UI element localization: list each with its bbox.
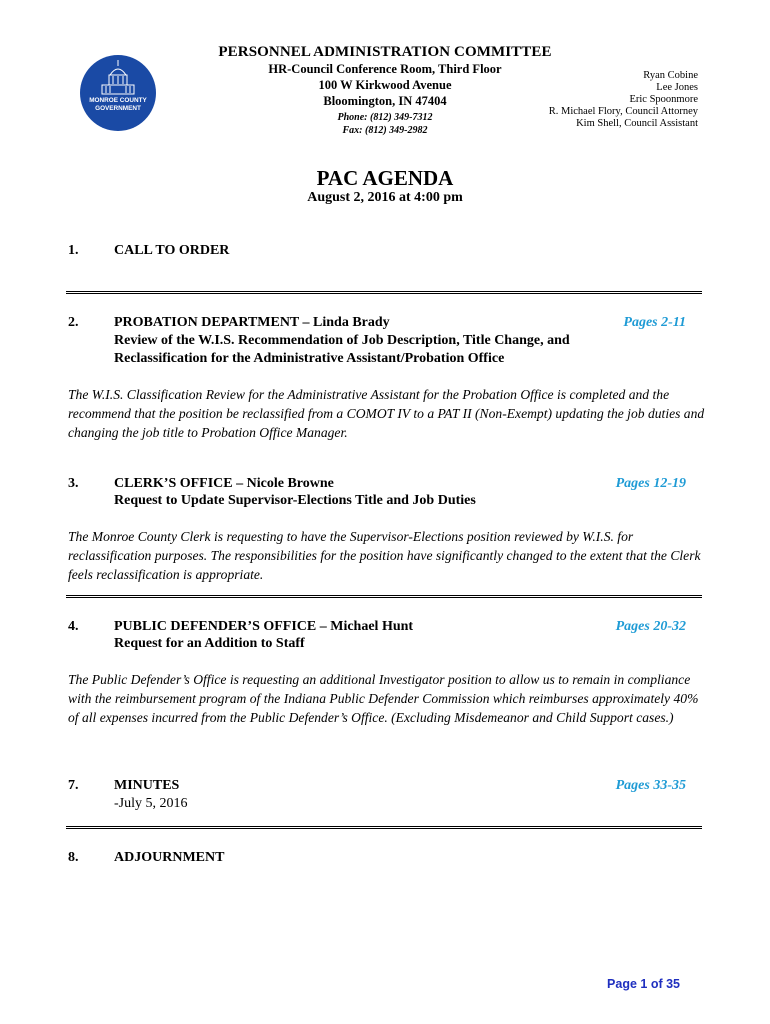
member-name: Lee Jones — [656, 82, 698, 93]
fax-number: Fax: (812) 349-2982 — [342, 125, 428, 136]
address-line-1: HR-Council Conference Room, Third Floor — [268, 62, 502, 76]
item-subheading-clerk: Request to Update Supervisor-Elections Title and Job Duties — [114, 493, 476, 508]
section-divider — [66, 826, 702, 829]
pages-link-public-defender[interactable]: Pages 20-32 — [615, 619, 686, 634]
member-name: Eric Spoonmore — [629, 94, 698, 105]
item-number: 4. — [68, 619, 79, 634]
item-heading-minutes: MINUTES — [114, 778, 180, 793]
page-number: Page 1 of 35 — [607, 977, 680, 991]
agenda-date: August 2, 2016 at 4:00 pm — [307, 190, 463, 205]
item-number: 1. — [68, 243, 79, 258]
item-description-public-defender: The Public Defender’s Office is requesting an additional Investigator position to allow us to remain in compliance with the reimbursement program of the Indiana Public Defender Commission which reimburses approximately 40% of all expenses incurred from the Public Defender’s Office. (Excluding Misdemeanor and Child Support cases.) — [68, 672, 699, 725]
logo-line-1: MONROE COUNTY — [89, 97, 147, 104]
item-description-probation: The W.I.S. Classification Review for the Administrative Assistant for the Probation Office is completed and the recommend that the position be reclassified from a COMOT IV to a PAT II (Non-Exempt) updating the job duties and changing the job title to Probation Office Manager. — [68, 387, 705, 440]
pages-link-probation[interactable]: Pages 2-11 — [623, 315, 686, 330]
section-divider — [66, 291, 702, 294]
item-heading-clerk: CLERK’S OFFICE – Nicole Browne — [114, 476, 334, 491]
address-line-2: 100 W Kirkwood Avenue — [318, 78, 452, 92]
item-number: 7. — [68, 778, 79, 793]
item-heading-call-to-order: CALL TO ORDER — [114, 243, 230, 258]
item-subheading-public-defender: Request for an Addition to Staff — [114, 636, 305, 651]
section-divider — [66, 595, 702, 598]
item-subheading-probation: Review of the W.I.S. Recommendation of Job Description, Title Change, and Reclassification for the Administrative Assistant/Probation Office — [114, 333, 570, 366]
pages-link-minutes[interactable]: Pages 33-35 — [615, 778, 686, 793]
agenda-title: PAC AGENDA — [316, 166, 454, 190]
pages-link-clerk[interactable]: Pages 12-19 — [615, 476, 686, 491]
member-name: R. Michael Flory, Council Attorney — [548, 106, 698, 117]
phone-number: Phone: (812) 349-7312 — [337, 112, 433, 123]
item-heading-adjournment: ADJOURNMENT — [114, 850, 225, 865]
item-detail-minutes: -July 5, 2016 — [114, 796, 188, 811]
item-number: 3. — [68, 476, 79, 491]
item-number: 8. — [68, 850, 79, 865]
courthouse-icon — [80, 55, 156, 131]
address-line-3: Bloomington, IN 47404 — [323, 94, 447, 108]
member-name: Ryan Cobine — [643, 70, 698, 81]
committee-title: PERSONNEL ADMINISTRATION COMMITTEE — [218, 44, 552, 60]
monroe-county-logo — [80, 55, 156, 131]
item-number: 2. — [68, 315, 79, 330]
logo-line-2: GOVERNMENT — [95, 105, 141, 112]
member-name: Kim Shell, Council Assistant — [576, 118, 698, 129]
item-description-clerk: The Monroe County Clerk is requesting to have the Supervisor-Elections position reviewed by W.I.S. for reclassification purposes. The responsibilities for the position have significantly changed to the extent that the Clerk feels reclassification is appropriate. — [68, 529, 701, 582]
item-heading-public-defender: PUBLIC DEFENDER’S OFFICE – Michael Hunt — [114, 619, 414, 634]
item-heading-probation: PROBATION DEPARTMENT – Linda Brady — [114, 315, 390, 330]
